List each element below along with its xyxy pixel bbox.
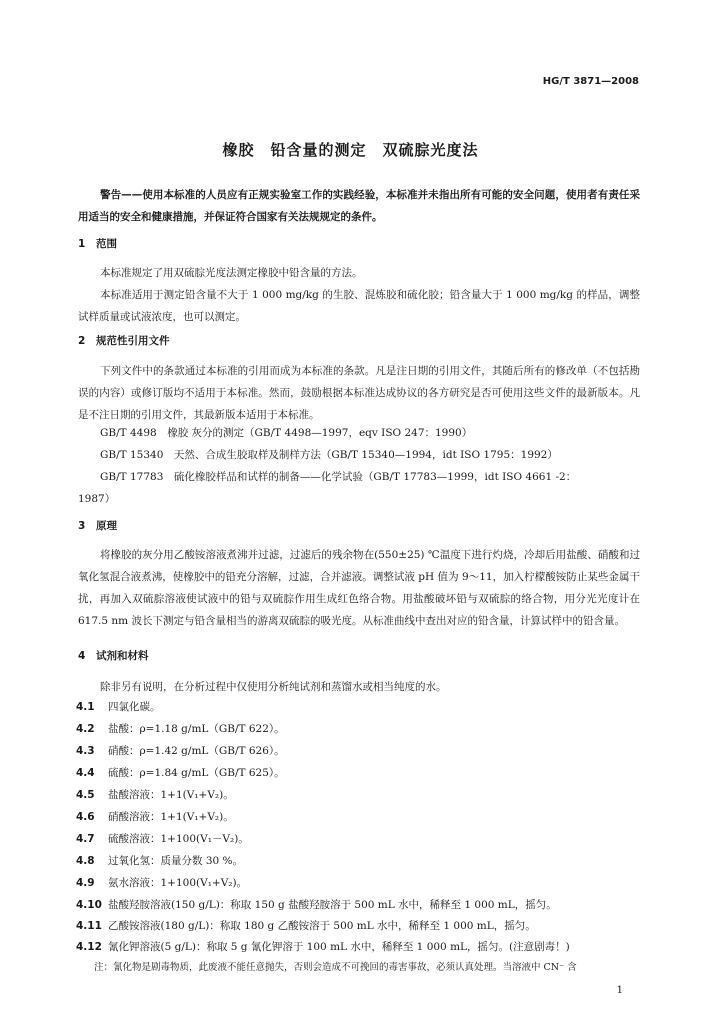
section-number: 4: [78, 650, 86, 662]
section-title: 试剂和材料: [96, 650, 149, 662]
reagent-item: [76, 767, 285, 780]
reagent-item: [76, 745, 285, 758]
reagent-item: [76, 833, 249, 846]
warning-text: 使用本标准的人员应有正规实验室工作的实践经验，本标准并未指出所有可能的安全问题，使用者有责任采用适当的安全和健康措施，并保证符合国家有关法规规定的条件。: [78, 189, 641, 223]
item-number: 4.7: [76, 833, 95, 845]
normative-reference: GB/T 17783 硫化橡胶样品和试样的制备——化学试验（GB/T 17783—1999，idt ISO 4661 -2：: [100, 471, 577, 483]
warning-label: 警告——: [100, 189, 143, 201]
item-number: 4.5: [76, 789, 95, 801]
reagent-item: [76, 920, 536, 933]
reagent-item: [76, 701, 161, 714]
standard-code: HG/T 3871—2008: [542, 76, 639, 87]
normative-reference: GB/T 4498 橡胶 灰分的测定（GB/T 4498—1997，eqv ISO 247：1990）: [100, 427, 473, 439]
item-number: 4.9: [76, 877, 95, 889]
item-text: 盐酸溶液：1+1(V₁+V₂)。: [108, 789, 234, 801]
item-number: 4.12: [76, 941, 102, 953]
section-2-para-1: 下列文件中的条款通过本标准的引用而成为本标准的条款。凡是注日期的引用文件，其随后所有的修改单（不包括勘误的内容）或修订版均不适用于本标准。然而，鼓励根据本标准达成协议的各方研究是否可使用这些文件的最新版本。凡是不注日期的引用文件，其最新版本适用于本标准。: [78, 365, 640, 421]
section-3-para-1: 将橡胶的灰分用乙酸铵溶液煮沸并过滤，过滤后的残余物在(550±25) ℃温度下进行灼烧，冷却后用盐酸、硝酸和过氧化氢混合液煮沸，使橡胶中的铅充分溶解，过滤，合并滤液。调整试液 pH 值为 9～11，加入柠檬酸铵防止某些金属干扰，再加入双硫腙溶液使试液中的铅与双硫腙作用生成红色络合物。用盐酸破坏铅与双硫腙的络合物，用分光光度计在 617.5 nm 波长下测定与铅含量相当的游离双硫腙的吸光度。从标准曲线中查出对应的铅含量，计算试样中的铅含量。: [78, 549, 640, 627]
page-title: 橡胶 铅含量的测定 双硫腙光度法: [222, 141, 479, 159]
item-number: 4.8: [76, 855, 95, 867]
section-1-para-2: 本标准适用于测定铅含量不大于 1 000 mg/kg 的生胶、混炼胶和硫化胶；铅含量大于 1 000 mg/kg 的样品，调整试样质量或试液浓度，也可以测定。: [78, 289, 640, 323]
section-2-heading: [78, 335, 170, 348]
reagent-item: [76, 723, 285, 736]
section-number: 3: [78, 520, 86, 532]
item-number: 4.10: [76, 899, 102, 911]
item-text: 硫酸：ρ=1.84 g/mL（GB/T 625）。: [108, 767, 285, 779]
item-number: 4.11: [76, 920, 102, 932]
warning-paragraph: [78, 184, 640, 228]
item-number: 4.2: [76, 723, 95, 735]
section-4-heading: [78, 650, 149, 663]
section-title: 规范性引用文件: [96, 335, 170, 347]
reagent-item: [76, 941, 570, 954]
section-title: 范围: [96, 238, 117, 250]
section-1-para-1: 本标准规定了用双硫腙光度法测定橡胶中铅含量的方法。: [100, 267, 363, 279]
section-title: 原理: [96, 520, 117, 532]
item-text: 过氧化氢：质量分数 30 %。: [108, 855, 244, 867]
item-number: 4.4: [76, 767, 95, 779]
item-number: 4.1: [76, 701, 95, 713]
item-text: 硝酸：ρ=1.42 g/mL（GB/T 626）。: [108, 745, 285, 757]
reagent-item: [76, 899, 557, 912]
reagent-item: [76, 877, 247, 890]
item-text: 硫酸溶液：1+100(V₁－V₂)。: [108, 833, 249, 845]
normative-reference: GB/T 15340 天然、合成生胶取样及制样方法（GB/T 15340—1994，idt ISO 1795：1992）: [100, 449, 558, 461]
section-number: 2: [78, 335, 86, 347]
reagent-item: [76, 789, 234, 802]
item-text: 盐酸羟胺溶液(150 g/L)：称取 150 g 盐酸羟胺溶于 500 mL 水中，稀释至 1 000 mL，摇匀。: [108, 899, 557, 911]
reagent-item: [76, 855, 243, 868]
item-text: 氰化钾溶液(5 g/L)：称取 5 g 氰化钾溶于 100 mL 水中，稀释至 1 000 mL，摇匀。(注意剧毒！): [108, 941, 570, 953]
normative-reference-continued: 1987）: [78, 493, 116, 505]
section-4-para-1: 除非另有说明，在分析过程中仅使用分析纯试剂和蒸馏水或相当纯度的水。: [100, 681, 447, 693]
section-number: 1: [78, 238, 86, 250]
item-text: 四氯化碳。: [108, 701, 161, 713]
item-text: 氨水溶液：1+100(V₁+V₂)。: [108, 877, 248, 889]
item-number: 4.3: [76, 745, 95, 757]
item-text: 盐酸：ρ=1.18 g/mL（GB/T 622）。: [108, 723, 285, 735]
section-3-heading: [78, 520, 117, 533]
footnote: 注：氰化物是剧毒物质，此废液不能任意抛失，否则会造成不可挽回的毒害事故，必须认真处理。当溶液中 CN⁻ 含: [94, 962, 577, 973]
section-1-heading: [78, 238, 117, 251]
reagent-item: [76, 811, 234, 824]
item-number: 4.6: [76, 811, 95, 823]
page-number: 1: [616, 985, 623, 996]
item-text: 硝酸溶液：1+1(V₁+V₂)。: [108, 811, 234, 823]
item-text: 乙酸铵溶液(180 g/L)：称取 180 g 乙酸铵溶于 500 mL 水中，稀释至 1 000 mL，摇匀。: [108, 920, 536, 932]
